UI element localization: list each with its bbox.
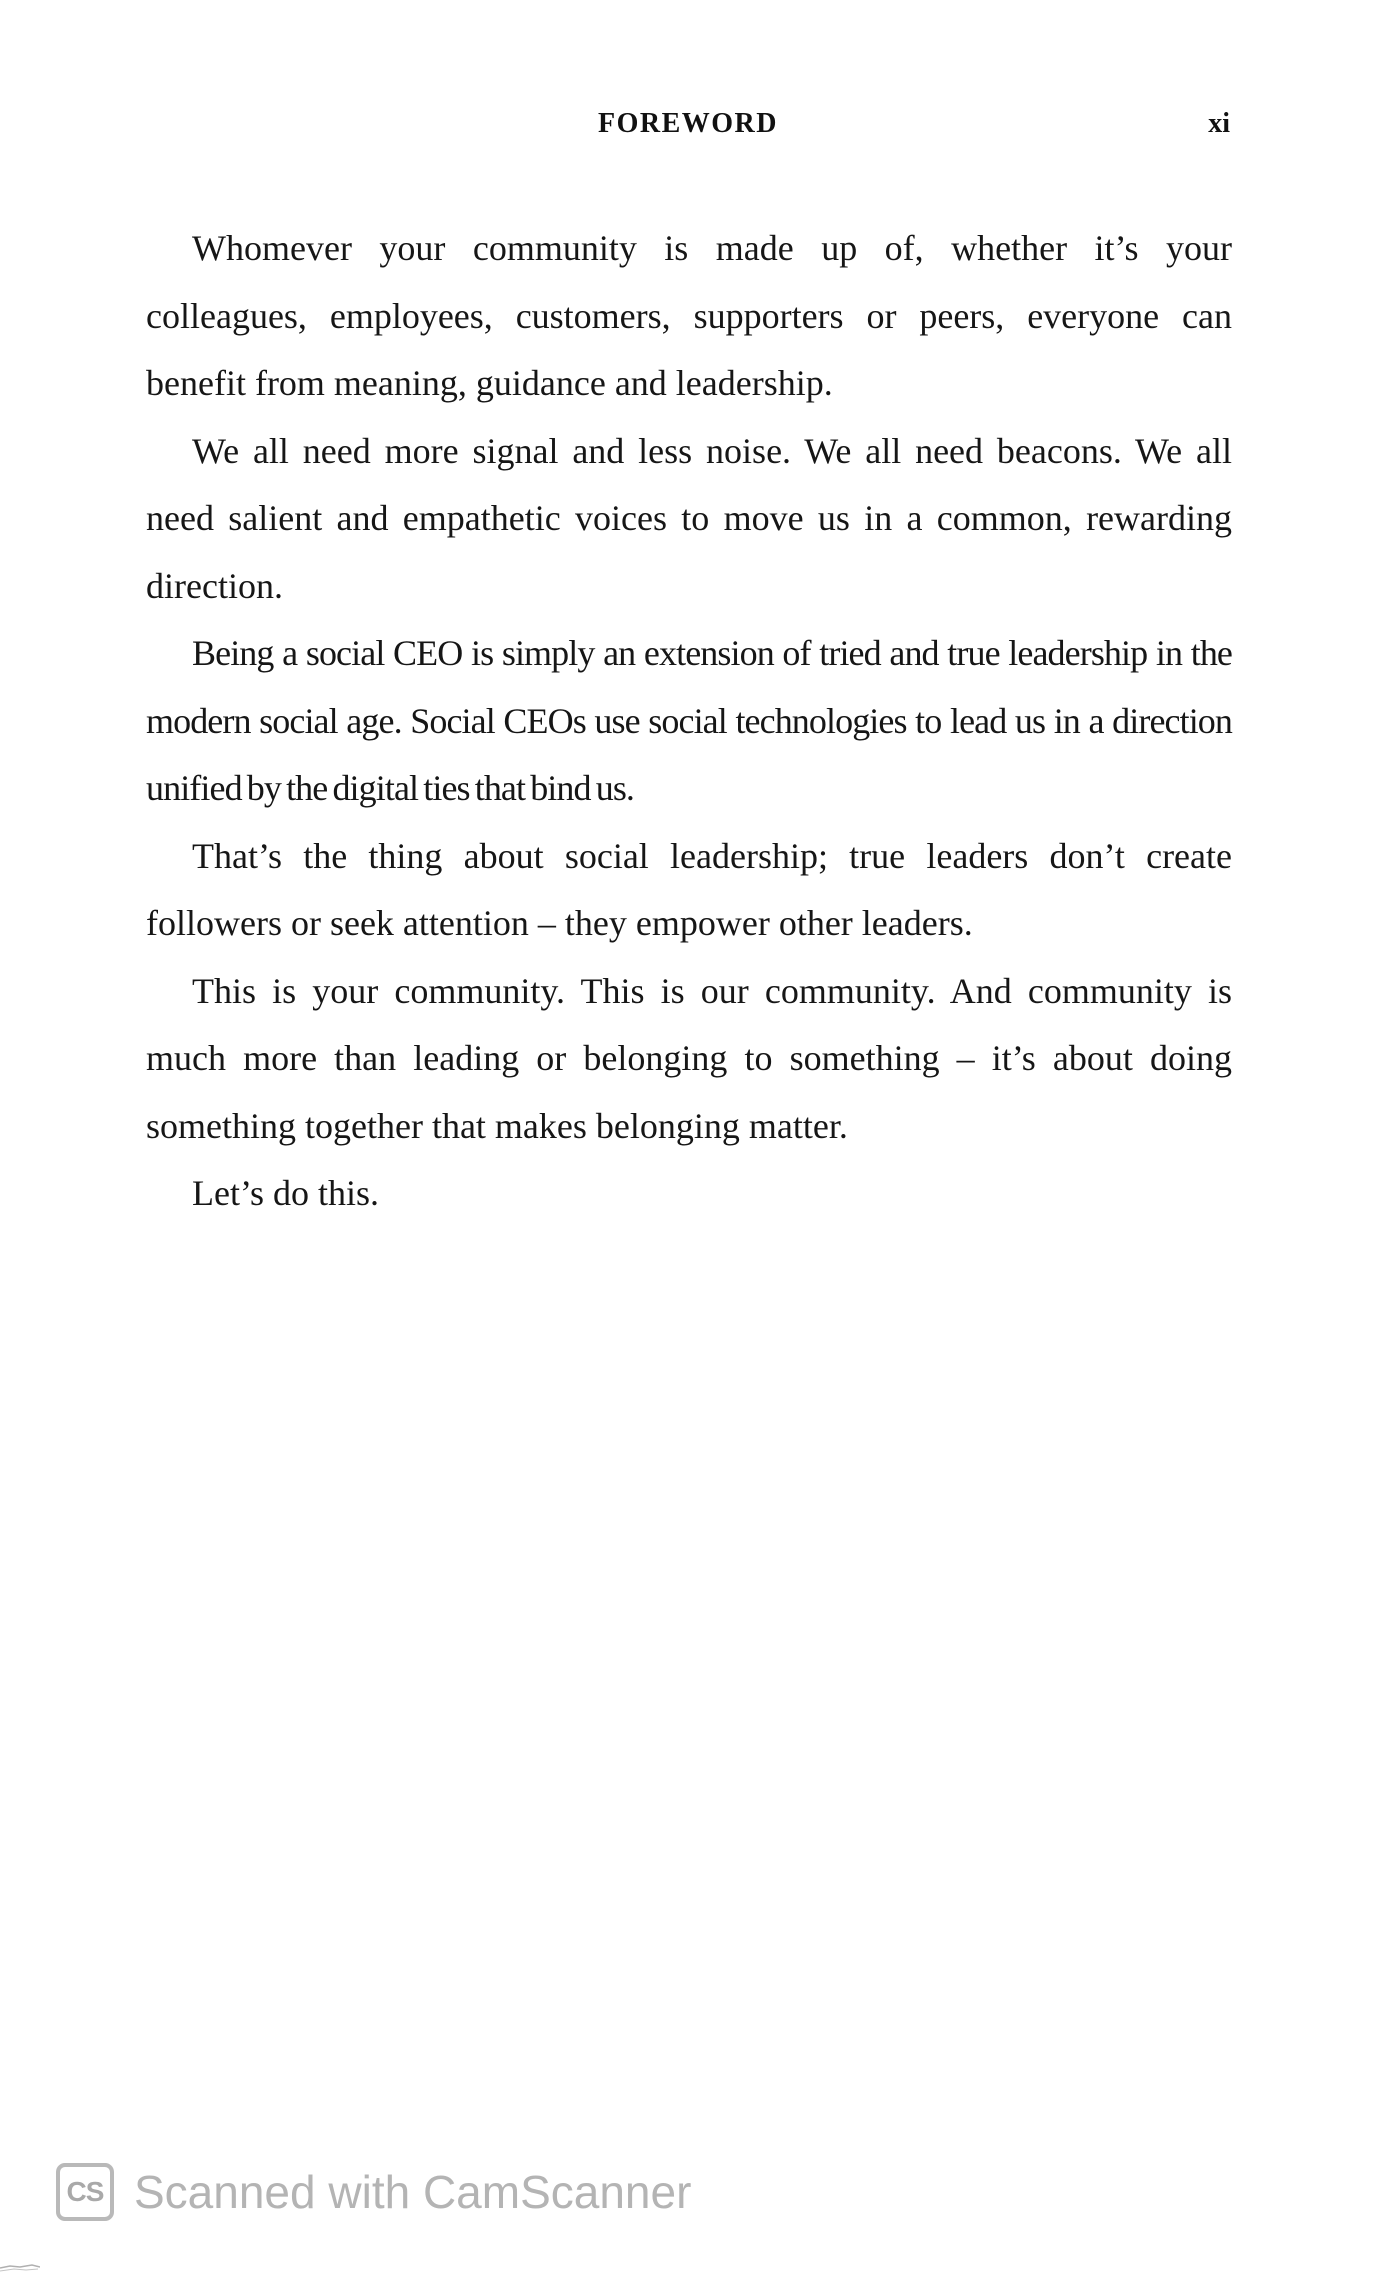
watermark-text: Scanned with CamScanner — [134, 2166, 692, 2218]
paragraph: That’s the thing about social leadership; true leaders don’t create followers or seek attention – they empower other leaders. — [146, 835, 1232, 943]
camscanner-logo-icon: CS — [56, 2163, 114, 2221]
paragraph: We all need more signal and less noise. We all need beacons. We all need salient and empathetic voices to move us in a common, rewarding direction. — [146, 430, 1232, 606]
paragraph: Being a social CEO is simply an extension of tried and true leadership in the modern social age. Social CEOs use social technologies to lead us in a direction unified by the digital ties that bind us. — [146, 633, 1232, 808]
page-header — [0, 108, 1376, 148]
body-text — [146, 215, 1232, 1228]
scan-edge-mark — [0, 2258, 40, 2272]
page-number: xi — [1208, 108, 1230, 139]
paragraph: Whomever your community is made up of, whether it’s your colleagues, employees, customers, supporters or peers, everyone can benefit from meaning, guidance and leadership. — [146, 228, 1232, 403]
paragraph: This is your community. This is our community. And community is much more than leading or belonging to something – it’s about doing something together that makes belonging matter. — [146, 970, 1232, 1146]
camscanner-watermark — [56, 2160, 691, 2224]
running-head: FOREWORD — [598, 108, 778, 139]
paragraph: Let’s do this. — [192, 1173, 379, 1213]
